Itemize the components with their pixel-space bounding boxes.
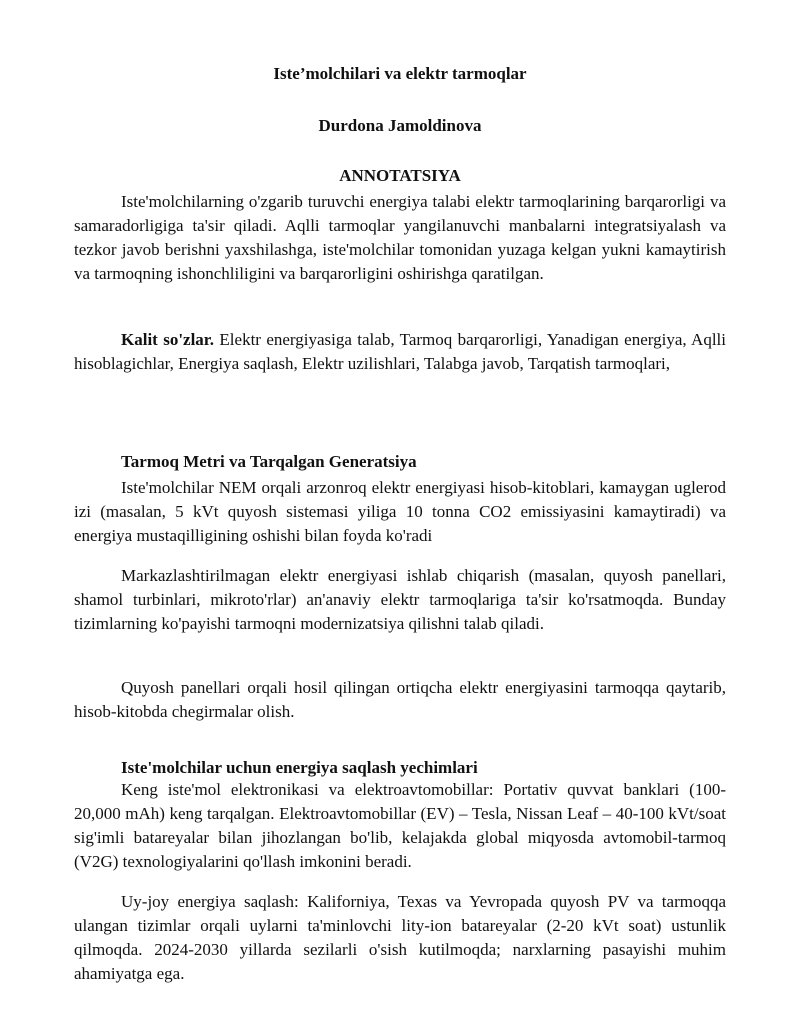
section2-paragraph-2: Uy-joy energiya saqlash: Kaliforniya, Texas va Yevropada quyosh PV va tarmoqqa ulangan tizimlar orqali uylarni ta'minlovchi lity-ion batareyalar (2-20 kVt soat) ustunlik qilmoqda. 2024-2030 yillarda sezilarli o'sish kutilmoqda; narxlarning pasayishi muhim ahamiyatga ega.	[74, 892, 726, 983]
section-heading-net-metering: Tarmoq Metri va Tarqalgan Generatsiya	[121, 452, 417, 471]
paper-title: Iste’molchilari va elektr tarmoqlar	[273, 64, 527, 83]
keywords-text: Elektr energiyasiga talab, Tarmoq barqarorligi, Yanadigan energiya, Aqlli hisoblagichlar, Energiya saqlash, Elektr uzilishlari, Talabga javob, Tarqatish tarmoqlari,	[74, 330, 726, 373]
keywords-label: Kalit so'zlar.	[121, 330, 215, 349]
abstract-heading: ANNOTATSIYA	[339, 166, 461, 185]
section2-paragraph-1: Keng iste'mol elektronikasi va elektroavtomobillar: Portativ quvvat banklari (100-20,000 mAh) keng tarqalgan. Elektroavtomobillar (EV) – Tesla, Nissan Leaf – 40-100 kVt/soat sig'imli batareyalar bilan jihozlangan bo'lib, kelajakda global miqyosda avtomobil-tarmoq (V2G) texnologiyalarini qo'llash imkonini beradi.	[74, 780, 726, 871]
author-name: Durdona Jamoldinova	[318, 116, 482, 135]
section1-paragraph-2: Markazlashtirilmagan elektr energiyasi ishlab chiqarish (masalan, quyosh panellari, shamol turbinlari, mikroto'rlar) an'anaviy elektr tarmoqlariga ta'sir ko'rsatmoqda. Bunday tizimlarning ko'payishi tarmoqni modernizatsiya qilishni talab qiladi.	[74, 566, 726, 633]
keywords-paragraph	[74, 328, 726, 376]
section1-paragraph-1: Iste'molchilar NEM orqali arzonroq elektr energiyasi hisob-kitoblari, kamaygan uglerod izi (masalan, 5 kVt quyosh sistemasi yiliga 10 tonna CO2 emissiyasini kamaytiradi) va energiya mustaqilligining oshishi bilan foyda ko'radi	[74, 478, 726, 545]
abstract-paragraph: Iste'molchilarning o'zgarib turuvchi energiya talabi elektr tarmoqlarining barqarorligi va samaradorligiga ta'sir qiladi. Aqlli tarmoqlar yangilanuvchi manbalarni integratsiyalash va tezkor javob berishni yaxshilashga, iste'molchilar tomonidan yuzaga kelgan yukni kamaytirish va tarmoqning ishonchliligini va barqarorligini oshirishga qaratilgan.	[74, 192, 726, 283]
section-heading-energy-storage: Iste'molchilar uchun energiya saqlash yechimlari	[121, 758, 478, 777]
section1-paragraph-3: Quyosh panellari orqali hosil qilingan ortiqcha elektr energiyasini tarmoqqa qaytarib, hisob-kitobda chegirmalar olish.	[74, 678, 726, 721]
